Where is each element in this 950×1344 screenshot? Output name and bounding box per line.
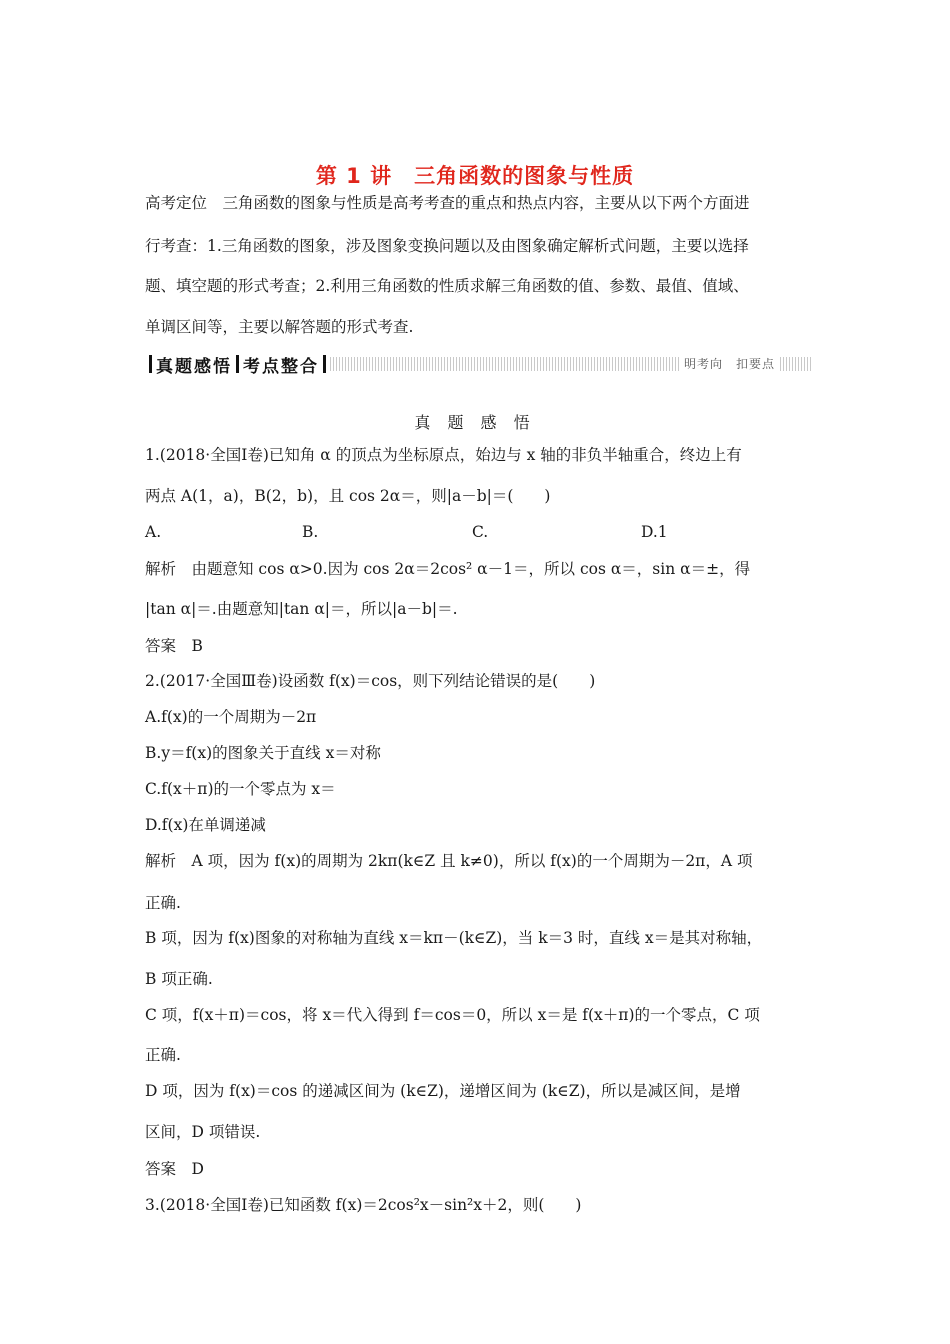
banner-subtitle: 明考向 扣要点 [680,355,779,372]
q1-line-1: 1.(2018·全国Ⅰ卷)已知角 α 的顶点为坐标原点，始边与 x 轴的非负半轴重合，终边上有 [145,446,742,464]
q1-solution-2: |tan α|＝.由题意知|tan α|＝，所以|a－b|＝. [145,600,458,618]
banner-label-2: 考点整合 [243,356,319,377]
q1-solution-1: 解析 由题意知 cos α>0.因为 cos 2α＝2cos² α－1＝，所以 cos α＝，sin α＝±，得 [145,560,751,578]
q2-option-a: A.f(x)的一个周期为－2π [145,708,317,726]
q2-solution-1: 解析 A 项，因为 f(x)的周期为 2kπ(k∈Z 且 k≠0)，所以 f(x)的一个周期为－2π，A 项 [145,852,753,870]
banner-bar [323,355,326,373]
q2-solution-6: 正确. [145,1046,181,1064]
q2-answer: 答案 D [145,1160,204,1178]
q2-option-b: B.y＝f(x)的图象关于直线 x＝对称 [145,744,381,762]
q2-solution-2: 正确. [145,894,181,912]
q1-option-b: B. [302,523,319,541]
q3-line-1: 3.(2018·全国Ⅰ卷)已知函数 f(x)＝2cos²x－sin²x＋2，则( ) [145,1196,582,1214]
intro-line-2: 行考查：1.三角函数的图象，涉及图象变换问题以及由图象确定解析式问题，主要以选择 [145,237,749,255]
section-banner [145,353,813,375]
banner-bar [149,355,152,373]
q2-option-d: D.f(x)在单调递减 [145,816,266,834]
q1-line-2: 两点 A(1，a)，B(2，b)，且 cos 2α＝，则|a－b|＝( ) [145,487,551,505]
q1-answer: 答案 B [145,637,203,655]
q1-option-d: D.1 [641,523,668,541]
section-title: 真 题 感 悟 [414,413,536,432]
q1-option-c: C. [472,523,489,541]
banner-label-1: 真题感悟 [156,356,232,377]
lesson-title: 第 1 讲 三角函数的图象与性质 [315,164,635,188]
banner-tag [145,353,330,375]
banner-bar [236,355,239,373]
q2-line-1: 2.(2017·全国Ⅲ卷)设函数 f(x)＝cos，则下列结论错误的是( ) [145,672,596,690]
q2-option-c: C.f(x＋π)的一个零点为 x＝ [145,780,336,798]
q2-solution-8: 区间，D 项错误. [145,1123,261,1141]
q2-solution-4: B 项正确. [145,970,213,988]
q2-solution-3: B 项，因为 f(x)图象的对称轴为直线 x＝kπ－(k∈Z)，当 k＝3 时，直线 x＝是其对称轴， [145,929,763,947]
q1-option-a: A. [145,523,162,541]
q2-solution-5: C 项，f(x＋π)＝cos，将 x＝代入得到 f＝cos＝0，所以 x＝是 f(x＋π)的一个零点，C 项 [145,1006,760,1024]
intro-line-4: 单调区间等，主要以解答题的形式考查. [145,318,414,336]
intro-line-3: 题、填空题的形式考查；2.利用三角函数的性质求解三角函数的值、参数、最值、值域、 [145,277,749,295]
intro-line-1: 高考定位 三角函数的图象与性质是高考考查的重点和热点内容，主要从以下两个方面进 [145,194,750,212]
q2-solution-7: D 项，因为 f(x)＝cos 的递减区间为 (k∈Z)，递增区间为 (k∈Z)，所以是减区间，是增 [145,1082,741,1100]
